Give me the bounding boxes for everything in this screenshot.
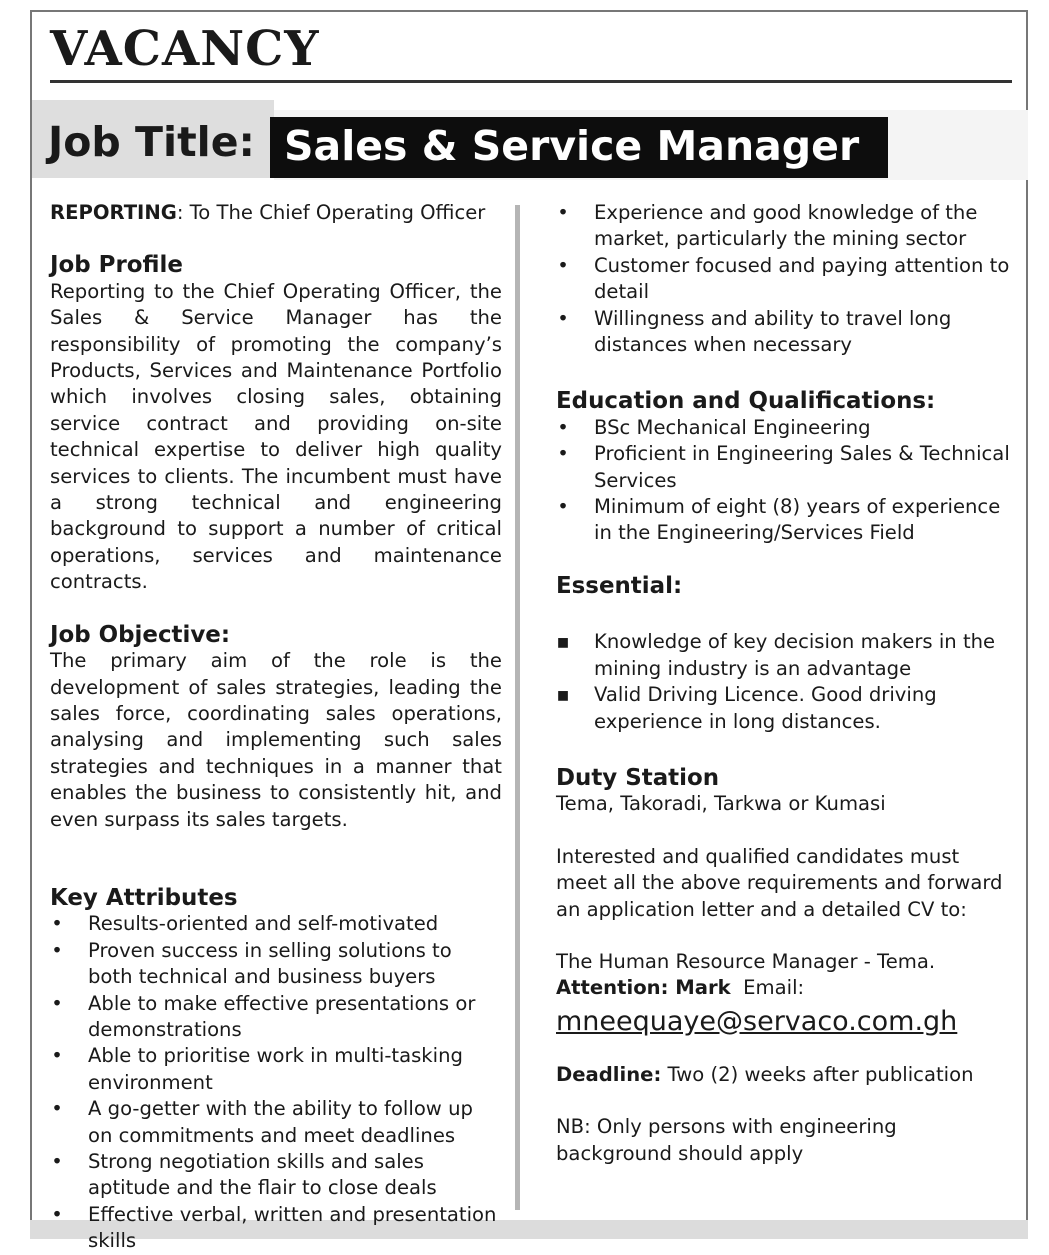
left-column	[50, 200, 502, 1255]
list-item: • BSc Mechanical Engineering	[556, 415, 1016, 441]
bullet-icon: •	[51, 1202, 63, 1226]
heading-rule	[50, 80, 1012, 83]
job-objective-heading: Job Objective:	[50, 621, 231, 648]
list-item: • Able to prioritise work in multi-tasking environment	[51, 1044, 463, 1094]
bullet-icon: •	[557, 253, 569, 277]
bullet-icon: •	[51, 1097, 63, 1121]
column-divider	[515, 205, 520, 1210]
bullet-icon: •	[557, 201, 569, 224]
key-attributes-list	[50, 911, 502, 1254]
list-item: • Strong negotiation skills and sales aptitude and the flair to close deals	[51, 1150, 437, 1200]
job-title-value: Sales & Service Manager	[270, 117, 888, 178]
education-heading: Education and Qualifications:	[556, 388, 936, 415]
reporting-text: : To The Chief Operating Officer	[176, 201, 486, 224]
apply-instructions: Interested and qualified candidates must meet all the above requirements and forward an application letter and a detailed CV to:	[556, 844, 1003, 921]
list-item: • Willingness and ability to travel long distances when necessary	[557, 306, 952, 357]
job-profile-heading: Job Profile	[50, 252, 183, 279]
key-attributes-heading: Key Attributes	[50, 884, 238, 911]
list-item: ▪ Knowledge of key decision makers in the mining industry is an advantage	[556, 630, 996, 680]
bullet-icon: •	[51, 1044, 63, 1068]
bullet-icon: •	[51, 1150, 63, 1173]
deadline-line	[556, 1062, 1016, 1088]
list-item: • Results-oriented and self-motivated	[50, 911, 502, 937]
bullet-icon: ▪	[556, 683, 570, 707]
vacancy-heading: VACANCY	[50, 21, 320, 77]
essential-heading: Essential:	[556, 572, 683, 599]
bullet-icon: •	[51, 991, 63, 1015]
list-item: • Proficient in Engineering Sales & Technical Services	[557, 442, 1010, 492]
hr-contact-line: The Human Resource Manager - Tema.	[556, 949, 936, 973]
list-item: • A go-getter with the ability to follow up on commitments and meet deadlines	[51, 1097, 473, 1147]
top-bullets-list	[556, 200, 1016, 358]
attention-label: Attention: Mark	[556, 976, 731, 1000]
attention-line	[556, 975, 1016, 1001]
duty-station-heading: Duty Station	[556, 764, 720, 791]
reporting-line	[50, 200, 502, 226]
deadline-label: Deadline:	[556, 1062, 662, 1086]
reporting-label: REPORTING	[50, 201, 177, 224]
education-list	[556, 415, 1016, 547]
bullet-icon: •	[51, 912, 63, 936]
email-label: Email:	[743, 976, 805, 1000]
list-item: • Able to make effective presentations or demonstrations	[51, 991, 476, 1041]
bullet-icon: •	[51, 938, 63, 962]
job-objective-text: The primary aim of the role is the development of sales strategies, leading the sales force, coordinating sales operations, analysing and implementing such sales strategies and techniques in a manner that enables the business to consistently hit, and even surpass its sales targets.	[50, 649, 502, 831]
nb-note: NB: Only persons with engineering background should apply	[556, 1115, 897, 1165]
list-item: • Customer focused and paying attention to detail	[557, 253, 1010, 304]
bullet-icon: ▪	[556, 630, 570, 654]
essential-list	[556, 629, 1016, 735]
email-link[interactable]: mneequaye@servaco.com.gh	[556, 1005, 958, 1037]
bullet-icon: •	[557, 442, 569, 466]
right-column	[556, 200, 1016, 1167]
duty-station-text: Tema, Takoradi, Tarkwa or Kumasi	[556, 792, 886, 816]
deadline-text: Two (2) weeks after publication	[661, 1062, 974, 1086]
list-item: • Effective verbal, written and presentation skills	[51, 1202, 497, 1253]
list-item: • Proven success in selling solutions to both technical and business buyers	[51, 938, 452, 989]
list-item: • Minimum of eight (8) years of experience in the Engineering/Services Field	[557, 495, 1001, 545]
job-title-label: Job Title:	[48, 118, 255, 166]
bullet-icon: •	[557, 495, 569, 519]
bullet-icon: •	[557, 306, 569, 330]
bullet-icon: •	[557, 415, 569, 439]
list-item: ▪ Valid Driving Licence. Good driving experience in long distances.	[556, 683, 937, 733]
job-profile-text: Reporting to the Chief Operating Officer, the Sales & Service Manager has the responsibility of promoting the company’s Products, Services and Maintenance Portfolio which involves closing sales, obtaining service contract and providing on-site technical expertise to deliver high quality services to clients. The incumbent must have a strong technical and engineering background to support a number of critical operations, services and maintenance contracts.	[50, 279, 502, 594]
list-item: • Experience and good knowledge of the market, particularly the mining sector	[557, 201, 978, 251]
